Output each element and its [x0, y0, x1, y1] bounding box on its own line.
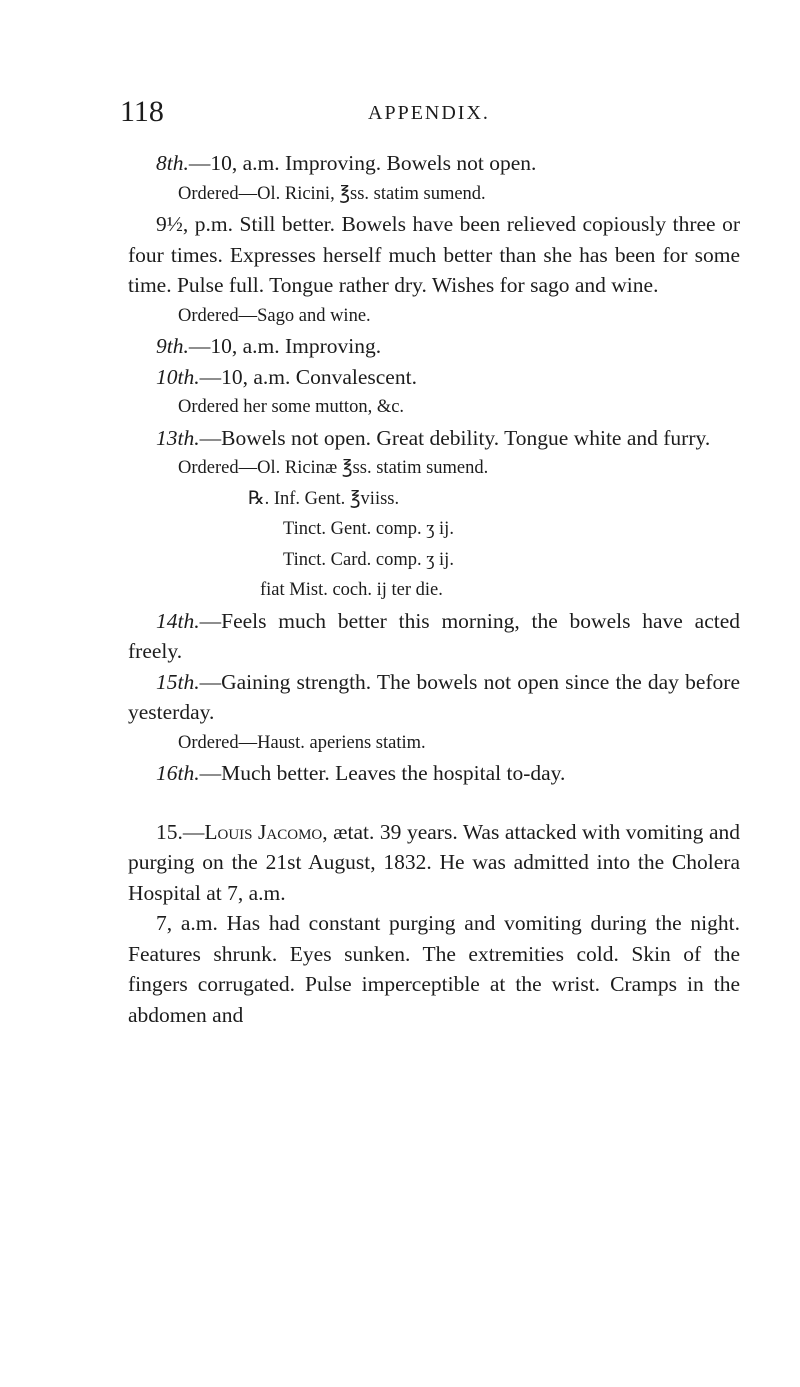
prescription-line: fiat Mist. coch. ij ter die. [260, 580, 443, 600]
section-gap [128, 789, 740, 817]
patient-name: Louis Jacomo, [204, 819, 328, 844]
prescription-line: Tinct. Gent. comp. ʒ ij. [283, 519, 454, 539]
order-line: Ordered—Haust. aperiens statim. [178, 732, 426, 753]
entry-9th: 9th.—10, a.m. Improving. [156, 334, 382, 358]
page-header [120, 92, 730, 132]
entry-date: 14th. [156, 608, 200, 633]
running-title: APPENDIX. [368, 102, 490, 124]
page-number: 118 [120, 95, 164, 128]
case-15-note: 7, a.m. Has had constant purging and vomiting during the night. Features shrunk. Eyes sunken. The extremities cold. Skin of the fingers corrugated. Pulse imperceptible at the wrist. Cramps in the abdomen and [128, 911, 740, 1027]
entry-date: 15th. [156, 669, 200, 694]
order-line: Ordered—Ol. Ricinæ ℥ss. statim sumend. [178, 458, 489, 478]
page-body [128, 148, 740, 1030]
entry-date: 16th. [156, 761, 200, 785]
case-15-intro: 15.—Louis Jacomo, ætat. 39 years. Was attacked with vomiting and purging on the 21st August, 1832. He was admitted into the Cholera Hospital at 7, a.m. [128, 819, 741, 905]
entry-15th: 15th.—Gaining strength. The bowels not open since the day before yesterday. [128, 669, 740, 724]
entry-date: 10th. [156, 364, 200, 389]
entry-date: 13th. [156, 425, 200, 450]
order-line: Ordered—Sago and wine. [178, 305, 371, 326]
entry-13th: 13th.—Bowels not open. Great debility. Tongue white and furry. [156, 425, 711, 450]
entry-14th: 14th.—Feels much better this morning, the bowels have acted freely. [128, 608, 740, 663]
prescription-line: Tinct. Card. comp. ʒ ij. [283, 549, 454, 570]
entry-16th: 16th.—Much better. Leaves the hospital to-day. [156, 761, 566, 785]
entry-10th: 10th.—10, a.m. Convalescent. [156, 364, 417, 389]
order-line: Ordered her some mutton, &c. [178, 397, 405, 417]
order-line: Ordered—Ol. Ricini, ℥ss. statim sumend. [178, 183, 486, 204]
entry-date: 9th. [156, 334, 189, 358]
entry-date: 8th. [156, 151, 189, 175]
entry-evening: 9½, p.m. Still better. Bowels have been relieved copiously three or four times. Expresses herself much better than she has been for some time. Pulse full. Tongue rather dry. Wishes for sago and wine. [128, 212, 740, 297]
entry-8th: 8th.—10, a.m. Improving. Bowels not open. [156, 151, 537, 175]
prescription-line: ℞. Inf. Gent. ℥viiss. [248, 488, 400, 509]
